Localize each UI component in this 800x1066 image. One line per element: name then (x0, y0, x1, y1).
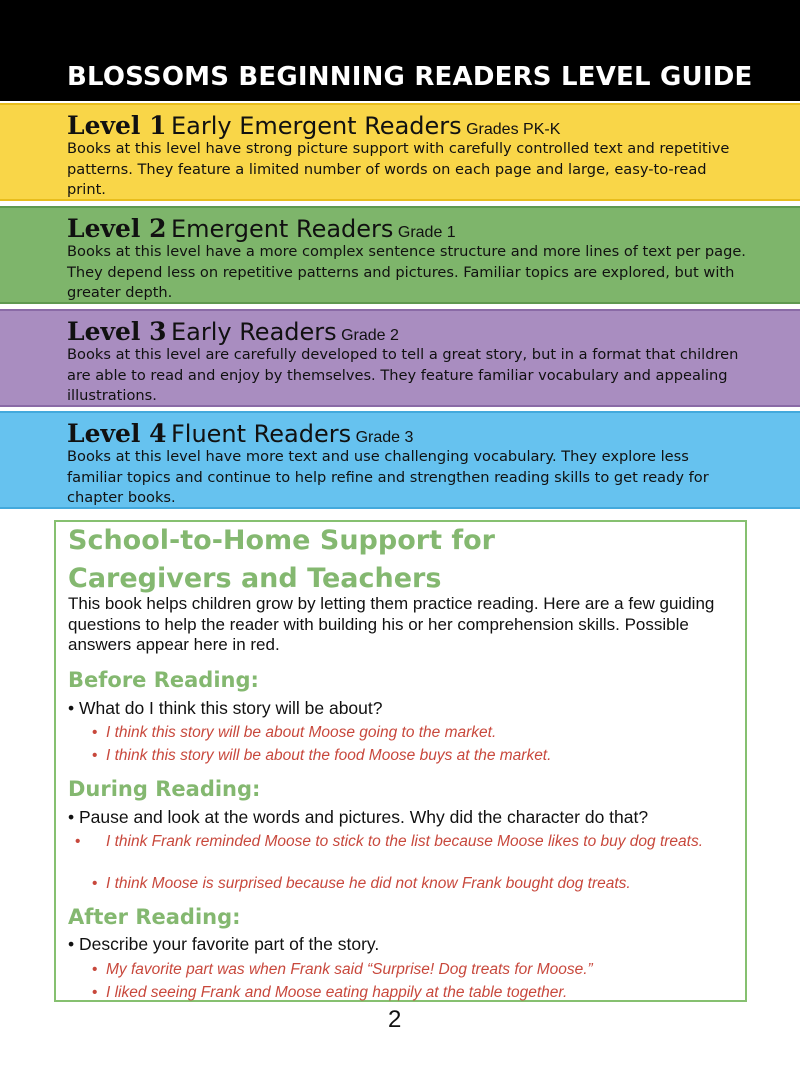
level-4-band (0, 411, 800, 509)
answer-item: • My favorite part was when Frank said “Surprise! Dog treats for Moose.” (92, 961, 593, 978)
level-1-band (0, 103, 800, 201)
level-label: Level 2 (67, 214, 167, 243)
answer-item: • I think Frank reminded Moose to stick to the list because Moose likes to buy dog treats. (75, 833, 704, 850)
level-3-band (0, 309, 800, 407)
level-name: Early Readers (170, 318, 337, 346)
level-description: Books at this level have more text and use challenging vocabulary. They explore less familiar topics and continue to help refine and strengthen reading skills to get ready for chapter books. (67, 448, 709, 506)
during-reading-heading: During Reading: (68, 777, 261, 801)
level-name: Emergent Readers (170, 215, 394, 243)
during-reading-question: • Pause and look at the words and pictures. Why did the character do that? (68, 807, 649, 827)
level-label: Level 1 (67, 111, 167, 140)
level-grade: Grade 2 (341, 327, 399, 344)
before-reading-question: • What do I think this story will be about? (68, 698, 383, 718)
support-title: School-to-Home Support for Caregivers and Teachers (68, 525, 495, 594)
answer-item: • I think this story will be about Moose going to the market. (92, 724, 497, 741)
header-bar (0, 0, 800, 101)
level-description: Books at this level have strong picture support with carefully controlled text and repetitive patterns. They feature a limited number of words on each page and large, easy-to-read print. (67, 140, 730, 198)
after-reading-heading: After Reading: (68, 905, 241, 929)
level-label: Level 3 (67, 317, 167, 346)
level-name: Early Emergent Readers (170, 112, 462, 140)
school-to-home-support-box (54, 520, 747, 1002)
level-2-band (0, 206, 800, 304)
level-label: Level 4 (67, 419, 167, 448)
page-title: BLOSSOMS BEGINNING READERS LEVEL GUIDE (67, 62, 753, 92)
answer-item: • I think Moose is surprised because he did not know Frank bought dog treats. (92, 875, 631, 892)
support-intro: This book helps children grow by letting them practice reading. Here are a few guiding questions to help the reader with building his or her comprehension skills. Possible answers appear here in red. (68, 594, 715, 654)
page-number: 2 (388, 1006, 402, 1033)
answer-item: • I think this story will be about the food Moose buys at the market. (92, 747, 552, 764)
level-grade: Grade 1 (397, 224, 456, 241)
level-description: Books at this level have a more complex sentence structure and more lines of text per page. They depend less on repetitive patterns and pictures. Familiar topics are explored, but with greater depth. (67, 243, 746, 301)
before-reading-heading: Before Reading: (68, 668, 259, 692)
level-description: Books at this level are carefully developed to tell a great story, but in a format that children are able to read and enjoy by themselves. They feature familiar vocabulary and appealing illustrations. (67, 346, 739, 404)
level-grade: Grade 3 (355, 429, 414, 446)
level-grade: Grades PK-K (466, 121, 561, 138)
answer-item: • I liked seeing Frank and Moose eating happily at the table together. (92, 984, 568, 1001)
after-reading-question: • Describe your favorite part of the story. (68, 934, 380, 954)
level-name: Fluent Readers (170, 420, 352, 448)
